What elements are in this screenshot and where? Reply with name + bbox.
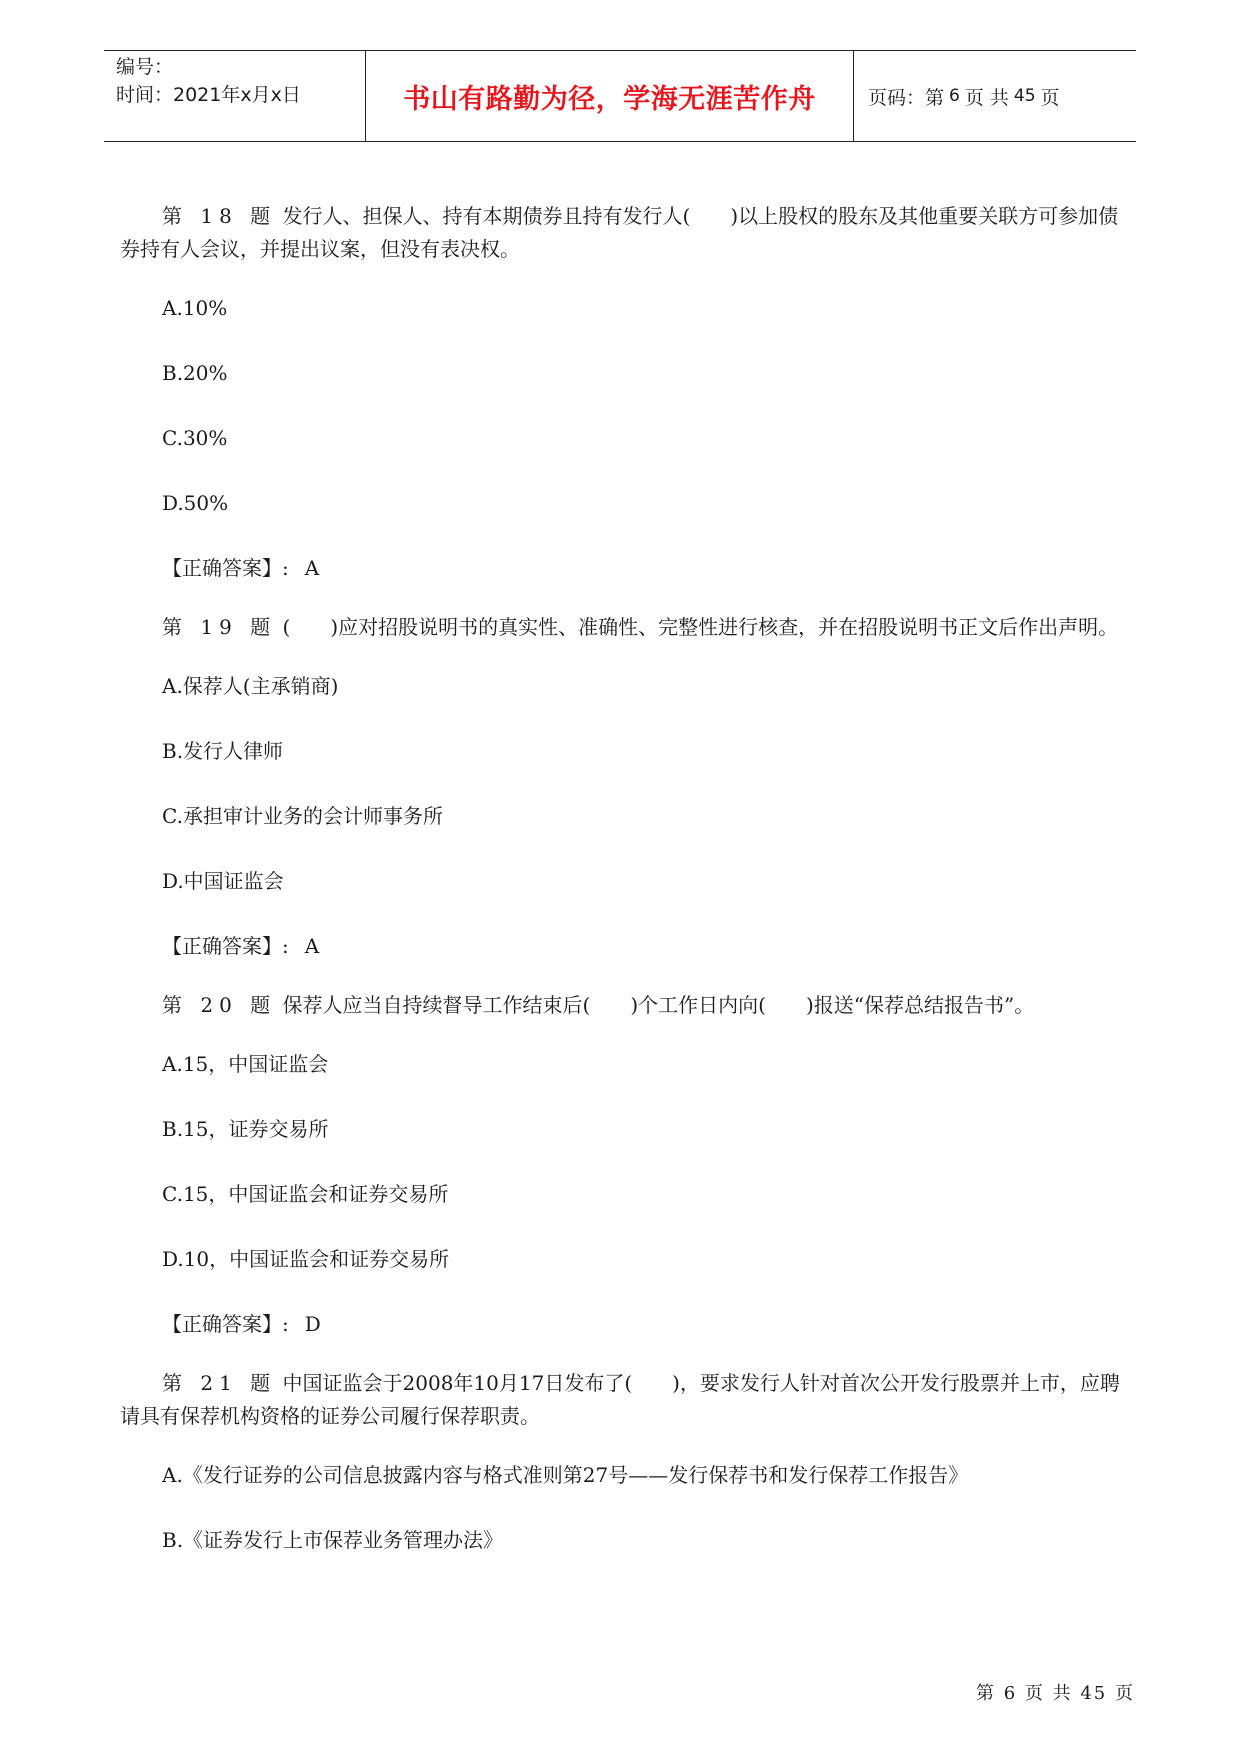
question-21 <box>120 1367 1130 1433</box>
option-b: B.15，证券交易所 <box>162 1117 329 1141</box>
answer-label: 【正确答案】: <box>162 556 289 580</box>
question-number: 第 21 题 <box>162 1371 277 1395</box>
question-20 <box>120 989 1130 1022</box>
option-d: D.中国证监会 <box>162 869 284 893</box>
question-number: 第 18 题 <box>162 204 277 228</box>
answer-label: 【正确答案】: <box>162 934 289 958</box>
header-page-info <box>854 51 1136 141</box>
header-motto: 书山有路勤为径，学海无涯苦作舟 <box>366 51 854 141</box>
header-left-cell <box>104 51 366 141</box>
question-text: 保荐人应当自持续督导工作结束后( )个工作日内向( )报送“保荐总结报告书”。 <box>282 993 1035 1017</box>
answer-value: A <box>304 934 320 958</box>
question-number: 第 19 题 <box>162 615 277 639</box>
option-a: A.《发行证券的公司信息披露内容与格式准则第27号——发行保荐书和发行保荐工作报告》 <box>162 1463 969 1487</box>
question-number: 第 20 题 <box>162 993 277 1017</box>
answer-19 <box>120 930 1130 963</box>
answer-value: A <box>304 556 320 580</box>
option-d: D.10，中国证监会和证券交易所 <box>162 1247 450 1271</box>
page-footer: 第 6 页 共 45 页 <box>976 1683 1135 1704</box>
answer-18 <box>120 552 1130 585</box>
question-text: ( )应对招股说明书的真实性、准确性、完整性进行核查，并在招股说明书正文后作出声明。 <box>282 615 1119 639</box>
question-18 <box>120 200 1130 266</box>
option-d: D.50% <box>162 491 229 515</box>
option-b: B.《证券发行上市保荐业务管理办法》 <box>162 1528 504 1552</box>
option-c: C.30% <box>162 426 228 450</box>
page-number: 6 <box>949 86 960 106</box>
page-suffix: 页 <box>1040 86 1060 109</box>
page-total: 45 <box>1013 86 1036 106</box>
page-mid: 页 共 <box>964 86 1009 109</box>
question-19 <box>120 611 1130 644</box>
option-a: A.10% <box>162 296 228 320</box>
page-prefix: 页码：第 <box>868 86 945 109</box>
option-b: B.20% <box>162 361 228 385</box>
answer-value: D <box>304 1312 321 1336</box>
page-header <box>104 50 1136 142</box>
option-a: A.15，中国证监会 <box>162 1052 329 1076</box>
number-label: 编号： <box>116 56 174 78</box>
time-label: 时间：2021年x月x日 <box>116 84 301 106</box>
document-body <box>120 200 1130 1589</box>
option-a: A.保荐人(主承销商) <box>162 674 339 698</box>
answer-20 <box>120 1308 1130 1341</box>
option-b: B.发行人律师 <box>162 739 284 763</box>
answer-label: 【正确答案】: <box>162 1312 289 1336</box>
question-text: 中国证监会于2008年10月17日发布了( )，要求发行人针对首次公开发行股票并上市，应聘请具有保荐机构资格的证券公司履行保荐职责。 <box>120 1371 1120 1428</box>
question-text: 发行人、担保人、持有本期债券且持有发行人( )以上股权的股东及其他重要关联方可参加债券持有人会议，并提出议案，但没有表决权。 <box>120 204 1119 261</box>
option-c: C.承担审计业务的会计师事务所 <box>162 804 443 828</box>
option-c: C.15，中国证监会和证券交易所 <box>162 1182 449 1206</box>
